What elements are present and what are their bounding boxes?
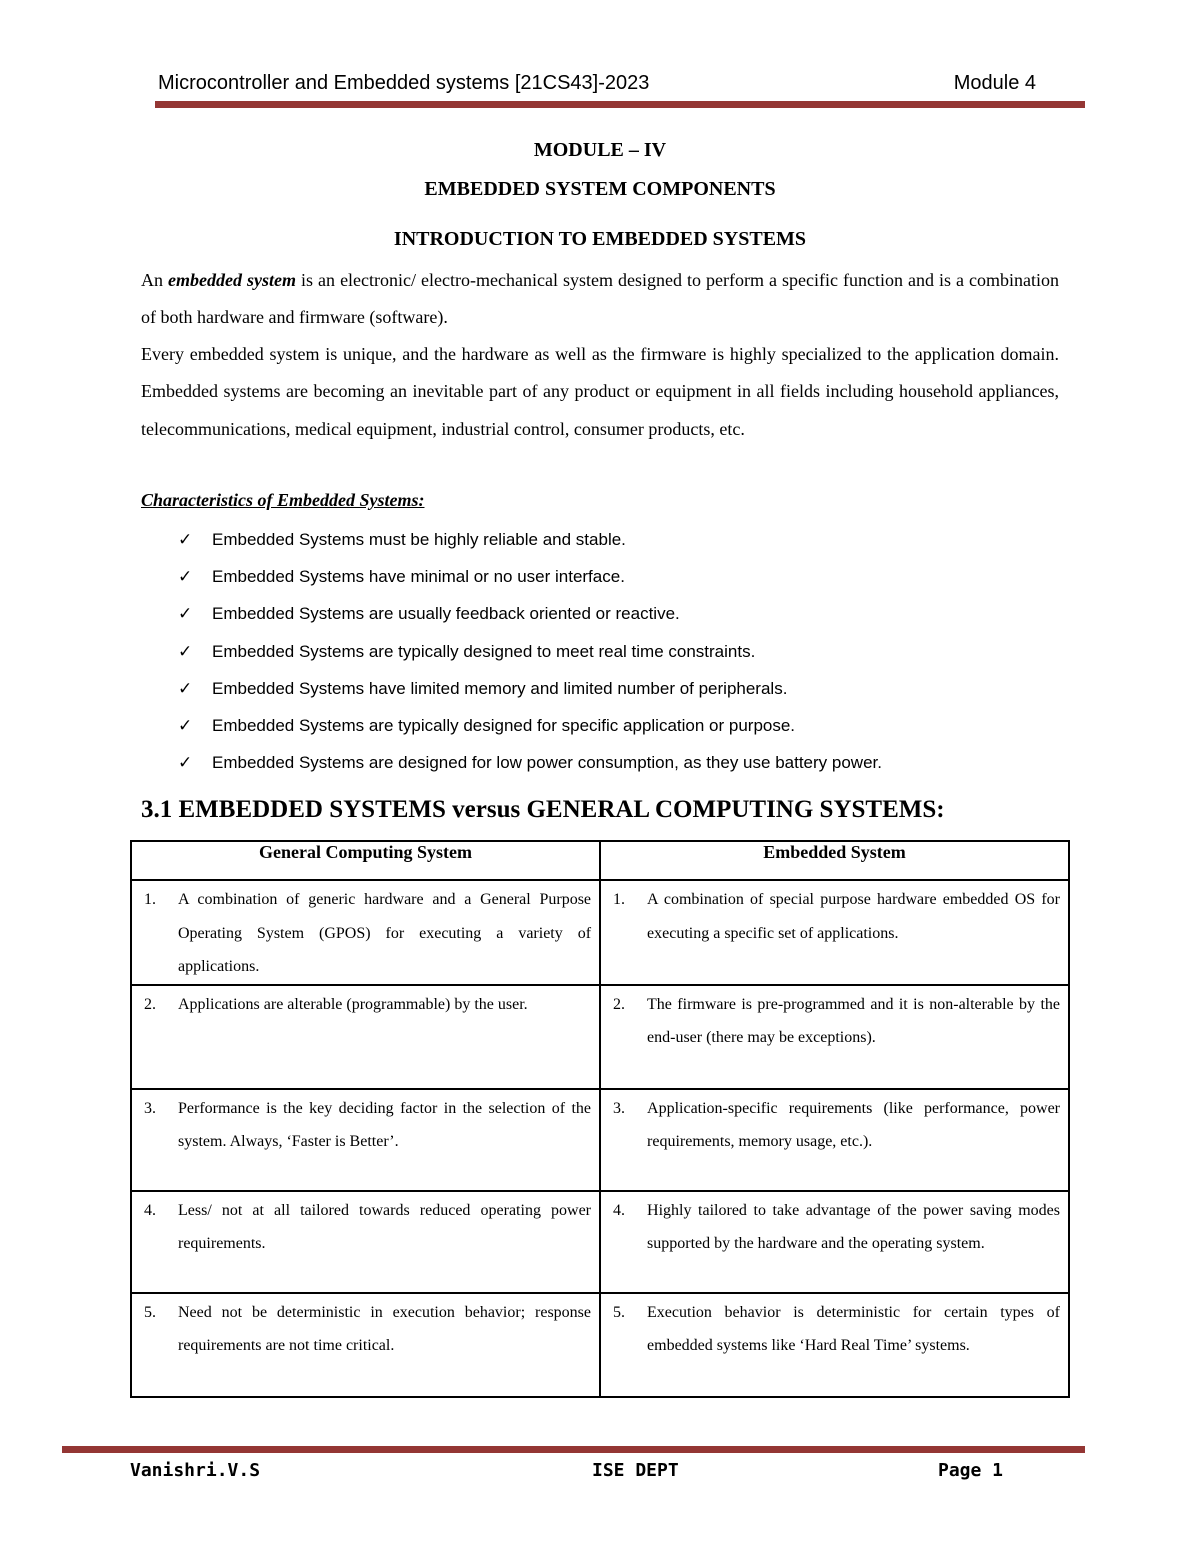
check-icon: ✓ xyxy=(178,530,193,550)
cell-general: 5. Need not be deterministic in execution behavior; response requirements are not time critical. xyxy=(131,1293,600,1397)
cell-embedded: 5. Execution behavior is deterministic for certain types of embedded systems like ‘Hard Real Time’ systems. xyxy=(600,1293,1069,1397)
table-row xyxy=(131,1089,1069,1191)
check-icon: ✓ xyxy=(178,715,193,736)
section-title: 3.1 EMBEDDED SYSTEMS versus GENERAL COMPUTING SYSTEMS: xyxy=(141,796,945,823)
check-icon: ✓ xyxy=(178,753,193,774)
table-row xyxy=(131,1293,1069,1397)
check-icon: ✓ xyxy=(178,641,193,662)
comparison-table xyxy=(130,840,1070,1398)
list-item: ✓ Embedded Systems are typically designed for specific application or purpose. xyxy=(178,711,1058,748)
intro-p1-prefix: An xyxy=(141,270,169,290)
list-item: ✓ Embedded Systems have minimal or no user interface. xyxy=(178,562,1058,599)
page-header xyxy=(158,72,1036,98)
module-title: MODULE – IV xyxy=(533,139,667,161)
cell-embedded: 4. Highly tailored to take advantage of the power saving modes supported by the hardware and the operating system. xyxy=(600,1191,1069,1293)
table-row xyxy=(131,985,1069,1089)
header-rule xyxy=(155,101,1085,108)
list-item: ✓ Embedded Systems must be highly reliable and stable. xyxy=(178,525,1058,562)
footer-page-number: Page 1 xyxy=(938,1460,1004,1481)
intro-p2-text: Every embedded system is unique, and the hardware as well as the firmware is highly specialized to the application domain. Embedded systems are becoming an inevitable part of any product or equipment in all fields including household appliances, telecommunications, medical equipment, industrial control, consumer products, etc. xyxy=(141,344,1059,439)
table-row xyxy=(131,1191,1069,1293)
footer-author: Vanishri.V.S xyxy=(130,1460,261,1481)
table-row xyxy=(131,880,1069,985)
list-item: ✓ Embedded Systems are designed for low power consumption, as they use battery power. xyxy=(178,748,1058,785)
table-header-row xyxy=(131,841,1069,880)
characteristics-heading: Characteristics of Embedded Systems: xyxy=(141,490,425,510)
cell-general: 1. A combination of generic hardware and a General Purpose Operating System (GPOS) for executing a variety of applications. xyxy=(131,880,600,985)
list-item: ✓ Embedded Systems are usually feedback oriented or reactive. xyxy=(178,599,1058,636)
cell-general: 4. Less/ not at all tailored towards reduced operating power requirements. xyxy=(131,1191,600,1293)
intro-paragraph-2 xyxy=(141,336,1059,448)
header-module: Module 4 xyxy=(953,72,1036,94)
header-general-computing: General Computing System xyxy=(131,841,600,880)
list-item: ✓ Embedded Systems are typically designed to meet real time constraints. xyxy=(178,637,1058,674)
footer-dept: ISE DEPT xyxy=(592,1460,679,1481)
components-title: EMBEDDED SYSTEM COMPONENTS xyxy=(424,178,776,200)
characteristics-list xyxy=(178,525,1058,785)
header-embedded-system: Embedded System xyxy=(600,841,1069,880)
cell-embedded: 1. A combination of special purpose hardware embedded OS for executing a specific set of applications. xyxy=(600,880,1069,985)
intro-p1-term: embedded system xyxy=(168,270,297,290)
cell-general: 3. Performance is the key deciding factor in the selection of the system. Always, ‘Faster is Better’. xyxy=(131,1089,600,1191)
check-icon: ✓ xyxy=(178,604,193,625)
cell-embedded: 2. The firmware is pre-programmed and it is non-alterable by the end-user (there may be exceptions). xyxy=(600,985,1069,1089)
intro-p1-rest: is an electronic/ electro-mechanical system designed to perform a specific function and is a combination of both hardware and firmware (software). xyxy=(141,270,1060,328)
header-course: Microcontroller and Embedded systems [21CS43]-2023 xyxy=(158,72,650,94)
intro-title: INTRODUCTION TO EMBEDDED SYSTEMS xyxy=(393,228,807,250)
cell-embedded: 3. Application-specific requirements (like performance, power requirements, memory usage, etc.). xyxy=(600,1089,1069,1191)
list-item: ✓ Embedded Systems have limited memory and limited number of peripherals. xyxy=(178,674,1058,711)
check-icon: ✓ xyxy=(178,567,193,588)
cell-general: 2. Applications are alterable (programmable) by the user. xyxy=(131,985,600,1089)
footer-rule xyxy=(62,1446,1085,1453)
check-icon: ✓ xyxy=(178,678,193,699)
intro-paragraph-1 xyxy=(141,262,1059,337)
